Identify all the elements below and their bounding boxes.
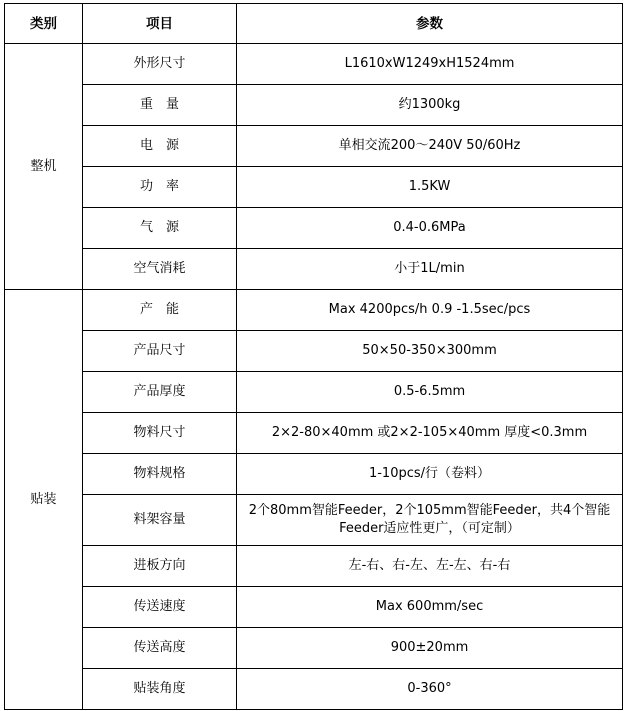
item-cell: 料架容量 [83,495,237,546]
table-row [5,669,623,710]
table-row [5,44,623,85]
item-cell: 传送高度 [83,628,237,669]
item-cell: 贴装角度 [83,669,237,710]
item-cell: 重 量 [83,85,237,126]
param-cell: 小于1L/min [237,249,623,290]
category-cell-machine: 整机 [5,44,83,290]
table-row [5,372,623,413]
param-cell: 1.5KW [237,167,623,208]
param-cell: 1-10pcs/行（卷料） [237,454,623,495]
header-item: 项目 [83,4,237,44]
item-cell: 进板方向 [83,546,237,587]
item-cell: 功 率 [83,167,237,208]
param-cell: 0.4-0.6MPa [237,208,623,249]
header-parameter: 参数 [237,4,623,44]
param-cell: 0.5-6.5mm [237,372,623,413]
table-row [5,85,623,126]
item-cell: 产品厚度 [83,372,237,413]
param-cell: Max 600mm/sec [237,587,623,628]
table-row [5,249,623,290]
item-cell: 产品尺寸 [83,331,237,372]
param-cell: 0-360° [237,669,623,710]
table-row [5,331,623,372]
item-cell: 物料规格 [83,454,237,495]
spec-table [4,3,623,710]
item-cell: 传送速度 [83,587,237,628]
param-cell: Max 4200pcs/h 0.9 -1.5sec/pcs [237,290,623,331]
table-row [5,290,623,331]
item-cell: 气 源 [83,208,237,249]
param-cell: 左-右、右-左、左-左、右-右 [237,546,623,587]
item-cell: 产 能 [83,290,237,331]
param-cell: 约1300kg [237,85,623,126]
table-row [5,628,623,669]
table-row [5,413,623,454]
item-cell: 电 源 [83,126,237,167]
header-row [5,4,623,44]
table-row [5,495,623,546]
table-row [5,167,623,208]
param-cell: 2个80mm智能Feeder，2个105mm智能Feeder，共4个智能Feeder适应性更广，（可定制） [237,495,623,546]
table-row [5,587,623,628]
param-cell: L1610xW1249xH1524mm [237,44,623,85]
item-cell: 外形尺寸 [83,44,237,85]
header-category: 类别 [5,4,83,44]
param-cell: 900±20mm [237,628,623,669]
category-cell-placement: 贴装 [5,290,83,710]
table-row [5,126,623,167]
table-row [5,546,623,587]
param-cell: 2×2-80×40mm 或2×2-105×40mm 厚度<0.3mm [237,413,623,454]
table-row [5,208,623,249]
item-cell: 空气消耗 [83,249,237,290]
param-cell: 50×50-350×300mm [237,331,623,372]
item-cell: 物料尺寸 [83,413,237,454]
table-row [5,454,623,495]
param-cell: 单相交流200～240V 50/60Hz [237,126,623,167]
